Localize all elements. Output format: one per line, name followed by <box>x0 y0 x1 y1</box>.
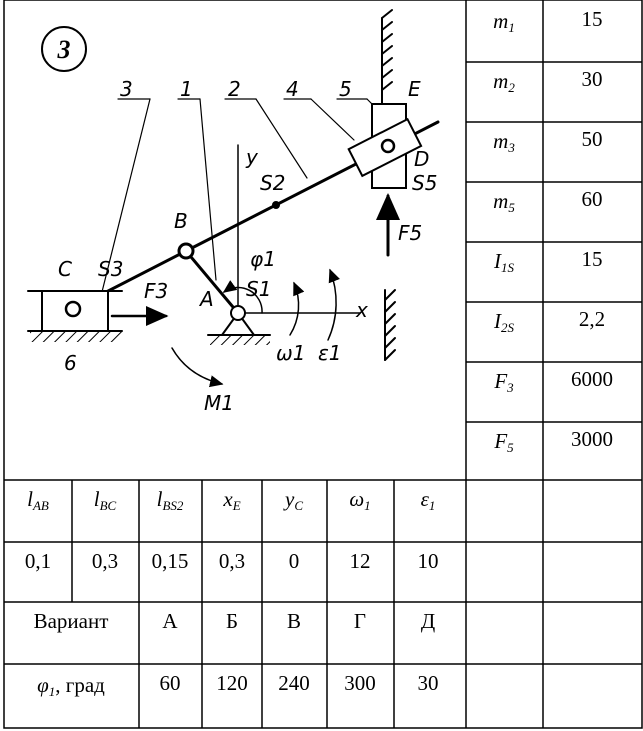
param-label: I1S <box>494 249 514 275</box>
param-value: 50 <box>581 127 603 151</box>
joint-b <box>179 244 193 258</box>
label-omega1: ω1 <box>276 341 306 365</box>
geom-value: 0,1 <box>24 549 52 573</box>
phi-value: 60 <box>159 671 181 695</box>
param-value: 30 <box>581 67 603 91</box>
geom-value: 0,3 <box>218 549 246 573</box>
phi-value: 30 <box>417 671 439 695</box>
label-e: E <box>408 77 421 101</box>
geom-value: 0 <box>288 549 300 573</box>
variant-label: Вариант <box>33 609 109 633</box>
label-s3: S3 <box>98 257 124 281</box>
joint-c <box>66 302 80 316</box>
geom-header: lBC <box>93 487 117 513</box>
geometry-values-row <box>25 549 439 573</box>
omega1-arc <box>290 283 299 335</box>
param-label: m3 <box>493 129 515 155</box>
moment-m1-arc <box>172 348 222 384</box>
variant-letter: А <box>162 609 178 633</box>
phi-value: 120 <box>216 671 248 695</box>
params-table <box>493 7 613 455</box>
joint-a <box>231 306 245 320</box>
label-x: x <box>356 298 368 322</box>
param-label: F3 <box>494 369 514 395</box>
variant-letter: Д <box>420 609 436 633</box>
geom-value: 10 <box>417 549 439 573</box>
phi-label: φ1, град <box>37 673 105 699</box>
eps1-arc <box>328 270 336 340</box>
variant-letter: В <box>286 609 302 633</box>
phi-value: 240 <box>278 671 310 695</box>
support-a <box>208 306 270 345</box>
label-link5: 5 <box>339 77 352 101</box>
mechanism-diagram <box>28 10 438 384</box>
geom-value: 0,15 <box>151 549 189 573</box>
geom-header: lAB <box>27 487 49 513</box>
label-s1: S1 <box>246 277 272 301</box>
label-s5: S5 <box>412 171 438 195</box>
geom-header: xE <box>223 487 241 513</box>
geometry-header-row <box>27 487 435 513</box>
param-label: I2S <box>494 309 514 335</box>
phi-value: 300 <box>344 671 376 695</box>
param-value: 60 <box>581 187 603 211</box>
geom-value: 12 <box>349 549 371 573</box>
param-label: m2 <box>493 69 515 95</box>
label-link4: 4 <box>286 77 299 101</box>
label-eps1: ε1 <box>318 341 342 365</box>
param-label: m1 <box>493 9 515 35</box>
label-link3: 3 <box>120 77 133 101</box>
geom-header: ε1 <box>420 487 436 513</box>
variant-badge: 3 <box>57 35 71 64</box>
label-c: C <box>58 257 72 281</box>
param-label: F5 <box>494 429 514 455</box>
label-f5: F5 <box>398 221 423 245</box>
guide-e <box>382 10 392 106</box>
label-f3: F3 <box>144 279 169 303</box>
ground-hatch-c <box>30 332 122 342</box>
geom-header: yC <box>285 487 303 513</box>
variant-letter: Г <box>353 609 367 633</box>
variant-row <box>34 609 436 633</box>
label-b: B <box>174 209 188 233</box>
point-s2 <box>273 202 280 209</box>
label-y: y <box>246 145 258 169</box>
phi-row <box>37 671 438 699</box>
label-phi1: φ1 <box>250 247 276 271</box>
param-value: 2,2 <box>578 307 606 331</box>
param-value: 3000 <box>571 427 613 451</box>
joint-d <box>382 140 394 152</box>
geom-header: ω1 <box>349 487 371 513</box>
wall-right <box>385 290 395 360</box>
param-label: m5 <box>493 189 515 215</box>
param-value: 15 <box>581 7 603 31</box>
label-s2: S2 <box>260 171 286 195</box>
variant-letter: Б <box>225 609 239 633</box>
geom-value: 0,3 <box>91 549 119 573</box>
label-link2: 2 <box>228 77 241 101</box>
param-value: 15 <box>581 247 603 271</box>
label-base6: 6 <box>64 351 77 375</box>
label-m1: M1 <box>204 391 234 415</box>
label-d: D <box>414 147 430 171</box>
label-link1: 1 <box>180 77 193 101</box>
label-a: A <box>200 287 214 311</box>
geom-header: lBS2 <box>156 487 184 513</box>
param-value: 6000 <box>571 367 613 391</box>
